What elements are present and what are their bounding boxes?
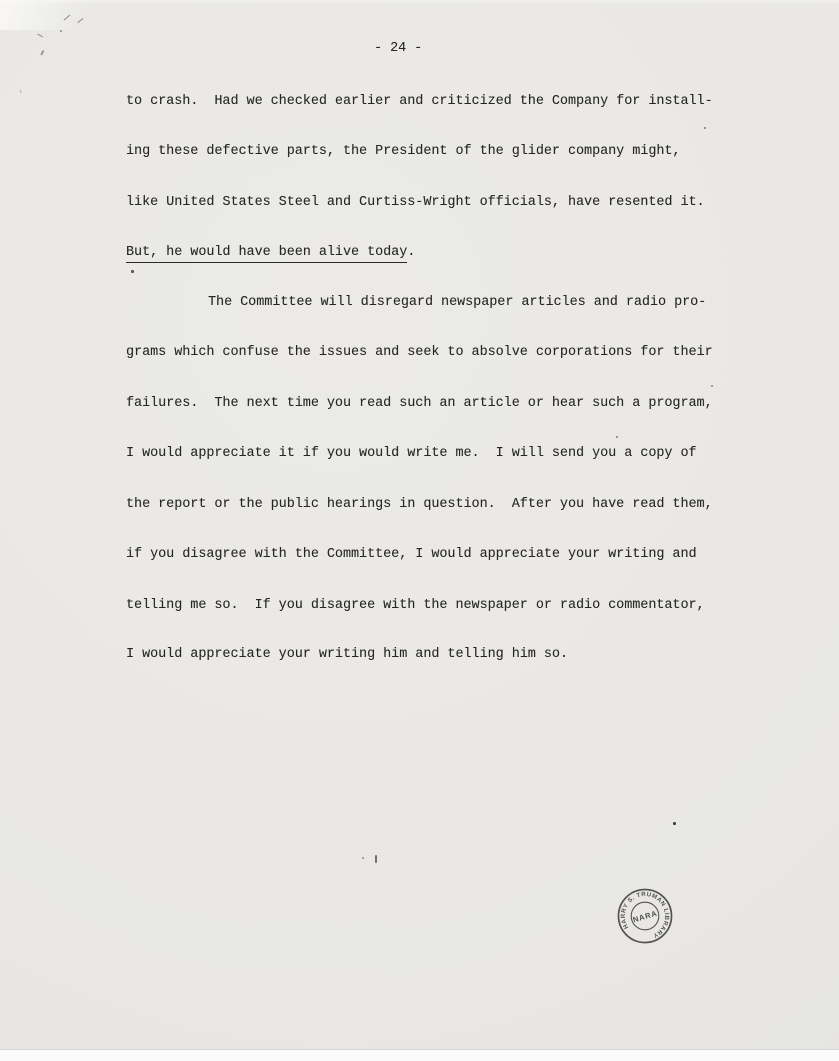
pencil-mark [37, 34, 43, 38]
ink-speck [711, 385, 713, 387]
body-line: like United States Steel and Curtiss-Wright officials, have resented it. [126, 195, 705, 210]
ink-speck [673, 822, 676, 825]
stamp-center-text: NARA [631, 908, 659, 925]
body-line-paragraph-start: The Committee will disregard newspaper articles and radio pro- [208, 295, 707, 310]
pencil-dot [362, 857, 364, 859]
body-line: to crash. Had we checked earlier and criticized the Company for install- [126, 94, 713, 109]
body-line: the report or the public hearings in question. After you have read them, [126, 497, 713, 512]
body-line: grams which confuse the issues and seek to absolve corporations for their [126, 345, 713, 360]
body-line: telling me so. If you disagree with the newspaper or radio commentator, [126, 598, 705, 613]
scan-edge-highlight [0, 0, 140, 30]
page-number: - 24 - [374, 41, 423, 56]
underlined-sentence: But, he would have been alive today [126, 245, 407, 263]
truman-library-stamp [603, 874, 687, 958]
pencil-mark [77, 18, 83, 23]
ink-speck [704, 127, 706, 129]
body-line: I would appreciate it if you would write me. I will send you a copy of [126, 446, 697, 461]
stamp-ring-text: HARRY S. TRUMAN LIBRARY [619, 890, 671, 940]
pencil-mark [41, 50, 45, 55]
ink-speck [131, 270, 134, 273]
pencil-mark [19, 90, 22, 93]
scan-top-edge [0, 0, 839, 5]
ink-speck [616, 436, 618, 438]
sentence-period: . [407, 245, 416, 260]
pencil-mark [64, 15, 71, 21]
body-line: ing these defective parts, the President of the glider company might, [126, 144, 681, 159]
body-line: failures. The next time you read such an article or hear such a program, [126, 396, 713, 411]
pencil-mark [60, 30, 62, 32]
body-line-underlined [126, 245, 786, 260]
body-line: I would appreciate your writing him and telling him so. [126, 647, 568, 662]
pencil-dash [375, 855, 377, 863]
body-line: if you disagree with the Committee, I would appreciate your writing and [126, 547, 697, 562]
